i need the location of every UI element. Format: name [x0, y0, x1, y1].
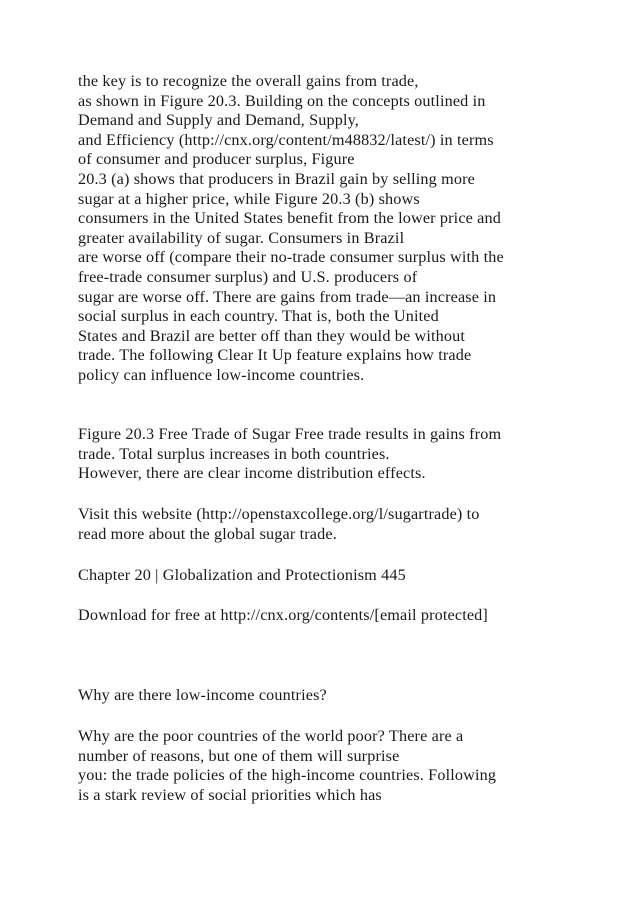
text-line: Demand and Supply and Demand, Supply,	[78, 111, 359, 130]
text-line: Why are there low-income countries?	[78, 686, 327, 704]
text-line: and Efficiency (http://cnx.org/content/m48832/latest/) in terms	[78, 130, 494, 149]
text-line: number of reasons, but one of them will surprise	[78, 746, 400, 765]
text-line: greater availability of sugar. Consumers in Brazil	[78, 228, 405, 247]
text-line: as shown in Figure 20.3. Building on the concepts outlined in	[78, 91, 486, 110]
text-line: you: the trade policies of the high-income countries. Following	[78, 766, 497, 785]
text-line: trade. Total surplus increases in both countries.	[78, 444, 390, 463]
text-line: trade. The following Clear It Up feature explains how trade	[78, 346, 472, 365]
text-line: sugar are worse off. There are gains from trade—an increase in	[78, 287, 497, 306]
text-line: social surplus in each country. That is, both the United	[78, 307, 439, 326]
body-paragraph-gains-from-trade	[78, 72, 504, 386]
website-reference-paragraph	[78, 505, 480, 544]
text-line: the key is to recognize the overall gains from trade,	[78, 72, 419, 90]
text-line: Download for free at http://cnx.org/contents/[email protected]	[78, 606, 488, 624]
download-note	[78, 606, 488, 626]
text-line: are worse off (compare their no-trade consumer surplus with the	[78, 248, 504, 267]
text-line: sugar at a higher price, while Figure 20.3 (b) shows	[78, 189, 420, 208]
text-line: of consumer and producer surplus, Figure	[78, 150, 355, 169]
text-line: Figure 20.3 Free Trade of Sugar Free trade results in gains from	[78, 425, 502, 443]
section-question-heading	[78, 686, 327, 706]
figure-caption	[78, 425, 501, 484]
chapter-footer	[78, 566, 406, 586]
text-line: consumers in the United States benefit from the lower price and	[78, 209, 502, 228]
body-paragraph-poor-countries	[78, 727, 496, 805]
text-line: Why are the poor countries of the world poor? There are a	[78, 727, 464, 745]
text-line: 20.3 (a) shows that producers in Brazil gain by selling more	[78, 169, 475, 188]
text-line: Visit this website (http://openstaxcollege.org/l/sugartrade) to	[78, 505, 480, 523]
text-line: States and Brazil are better off than they would be without	[78, 326, 466, 345]
text-line: policy can influence low-income countries.	[78, 365, 365, 384]
text-line: Chapter 20 | Globalization and Protectionism 445	[78, 566, 406, 584]
text-line: However, there are clear income distribution effects.	[78, 464, 426, 483]
text-line: is a stark review of social priorities which has	[78, 785, 382, 804]
text-line: read more about the global sugar trade.	[78, 524, 337, 543]
text-line: free-trade consumer surplus) and U.S. producers of	[78, 267, 418, 286]
